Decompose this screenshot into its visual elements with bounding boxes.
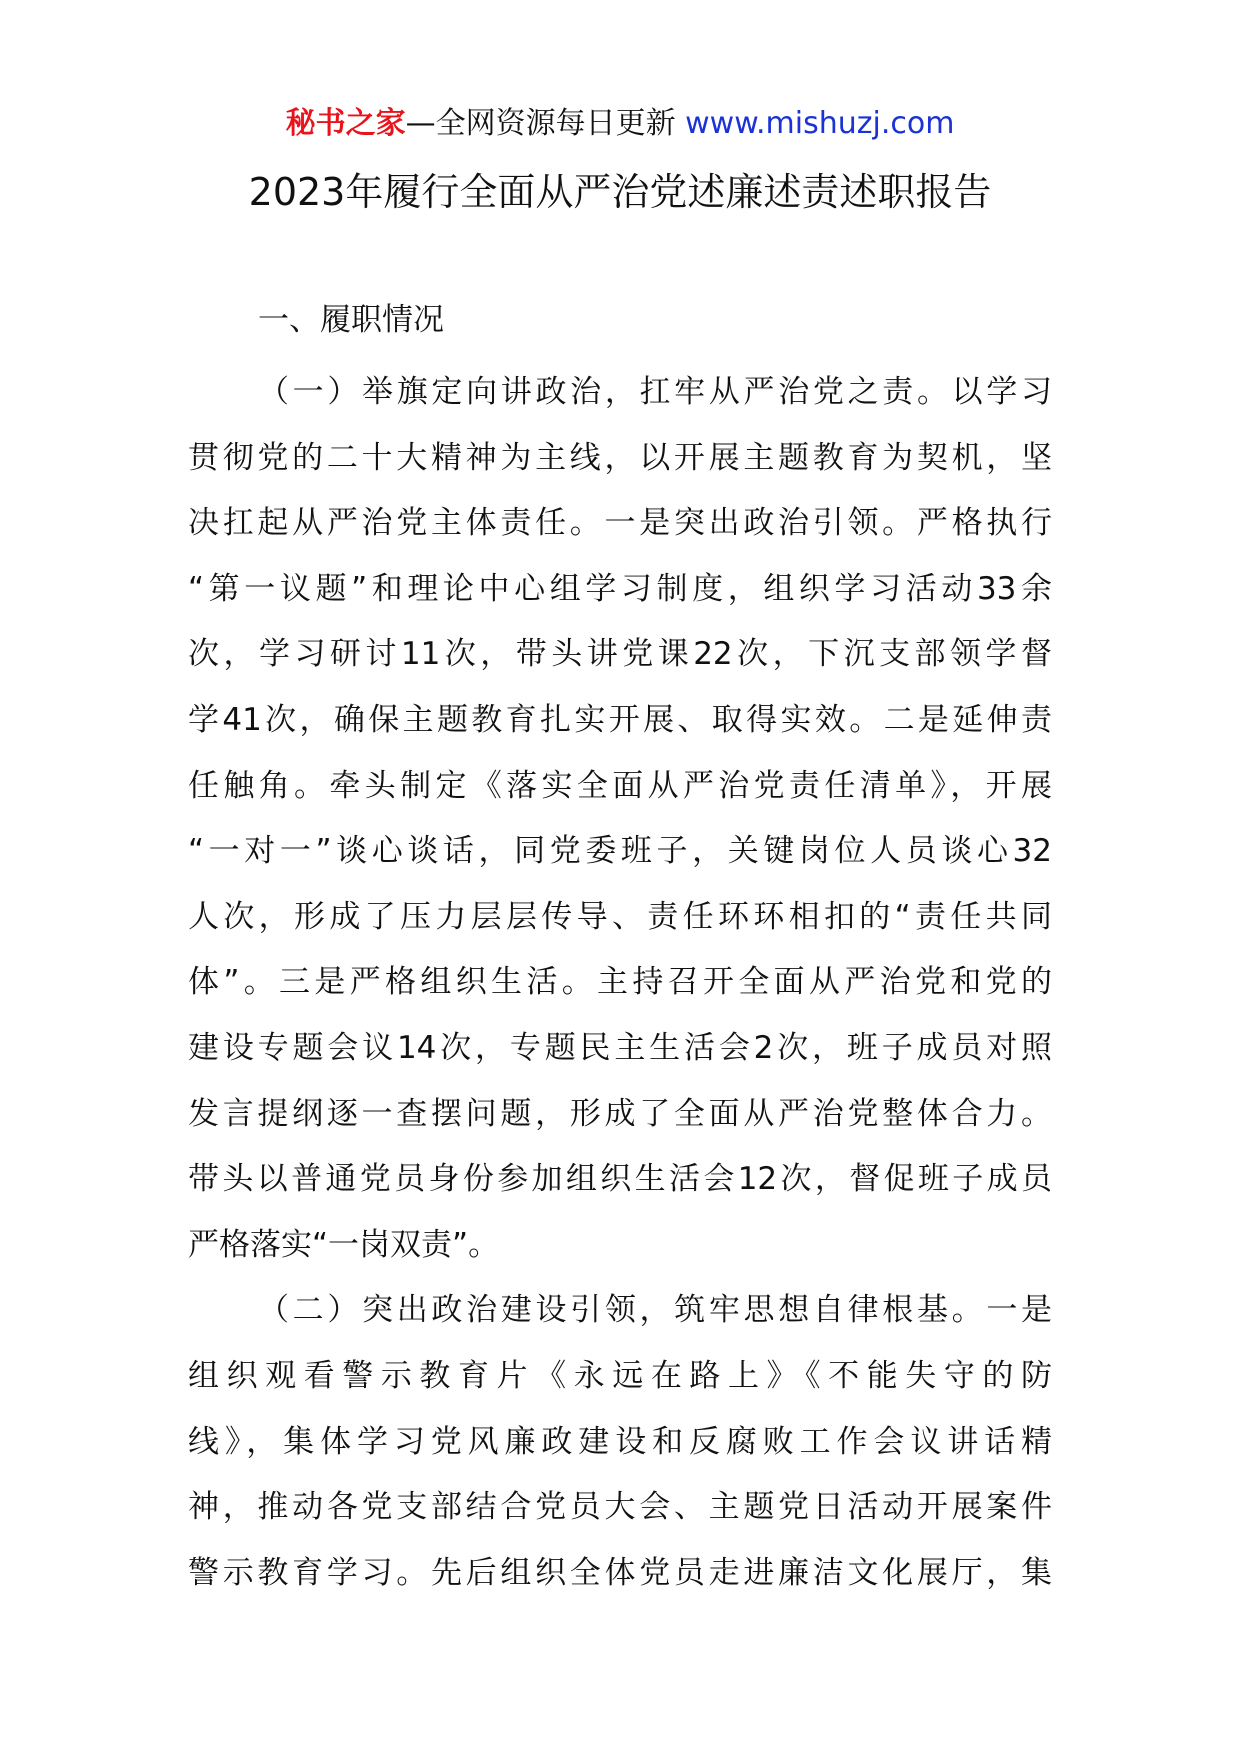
paragraph-line: 体”。三是严格组织生活。主持召开全面从严治党和党的 <box>188 964 1052 1001</box>
section-heading: 一、履职情况 <box>258 302 444 338</box>
paragraph-line: 警示教育学习。先后组织全体党员走进廉洁文化展厅，集 <box>188 1554 1052 1591</box>
site-header <box>0 102 1240 146</box>
paragraph-line: “一对一”谈心谈话，同党委班子，关键岗位人员谈心32 <box>188 833 1052 870</box>
paragraph-line: 人次，形成了压力层层传导、责任环环相扣的“责任共同 <box>188 898 1052 935</box>
paragraph-line: 带头以普通党员身份参加组织生活会12次，督促班子成员 <box>188 1161 1052 1198</box>
document-body <box>188 360 1052 1606</box>
paragraph-line: （一）举旗定向讲政治，扛牢从严治党之责。以学习 <box>258 374 1052 410</box>
paragraph-line: 严格落实“一岗双责”。 <box>188 1226 500 1263</box>
paragraph-line: （二）突出政治建设引领，筑牢思想自律根基。一是 <box>258 1292 1052 1329</box>
paragraph-line: 任触角。牵头制定《落实全面从严治党责任清单》，开展 <box>188 767 1052 804</box>
paragraph-line: 次，学习研讨11次，带头讲党课22次，下沉支部领学督 <box>188 636 1052 673</box>
paragraph-line: 决扛起从严治党主体责任。一是突出政治引领。严格执行 <box>188 505 1052 542</box>
paragraph-line: 贯彻党的二十大精神为主线，以开展主题教育为契机，坚 <box>188 439 1052 476</box>
paragraph-line: 神，推动各党支部结合党员大会、主题党日活动开展案件 <box>188 1489 1052 1526</box>
header-tagline: —全网资源每日更新 <box>405 106 686 141</box>
paragraph-line: 线》，集体学习党风廉政建设和反腐败工作会议讲话精 <box>188 1423 1052 1460</box>
document-title: 2023年履行全面从严治党述廉述责述职报告 <box>248 170 992 214</box>
site-url-link[interactable]: www.mishuzj.com <box>685 106 955 141</box>
brand-name: 秘书之家 <box>285 106 406 141</box>
paragraph-line: 建设专题会议14次，专题民主生活会2次，班子成员对照 <box>188 1029 1052 1066</box>
paragraph-line: 组织观看警示教育片《永远在路上》《不能失守的防 <box>188 1357 1052 1394</box>
paragraph-line: 发言提纲逐一查摆问题，形成了全面从严治党整体合力。 <box>188 1095 1052 1132</box>
paragraph-line: “第一议题”和理论中心组学习制度，组织学习活动33余 <box>188 570 1052 607</box>
paragraph-line: 学41次，确保主题教育扎实开展、取得实效。二是延伸责 <box>188 701 1052 738</box>
